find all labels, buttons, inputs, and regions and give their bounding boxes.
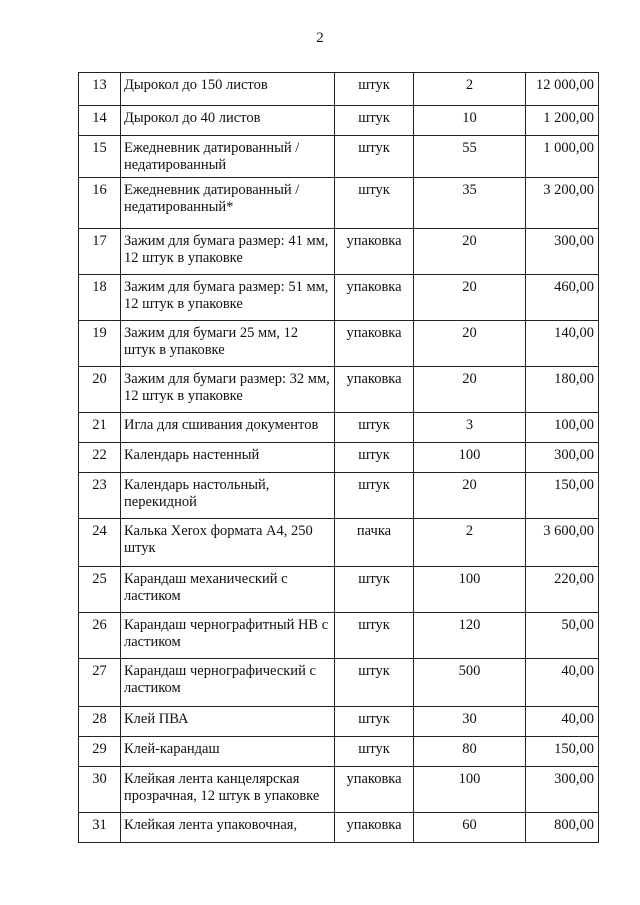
item-name: Календарь настенный (121, 443, 335, 473)
item-quantity: 100 (414, 767, 526, 813)
item-unit: упаковка (335, 367, 414, 413)
item-price: 180,00 (526, 367, 599, 413)
item-unit: штук (335, 136, 414, 178)
table-row (79, 567, 599, 613)
item-unit: штук (335, 106, 414, 136)
row-number: 25 (79, 567, 121, 613)
item-quantity: 35 (414, 178, 526, 229)
table-row (79, 321, 599, 367)
item-quantity: 10 (414, 106, 526, 136)
table-row (79, 813, 599, 843)
item-quantity: 20 (414, 321, 526, 367)
item-unit: штук (335, 737, 414, 767)
item-name: Ежедневник датированный / недатированный (121, 136, 335, 178)
item-unit: штук (335, 473, 414, 519)
item-price: 300,00 (526, 767, 599, 813)
item-unit: штук (335, 413, 414, 443)
item-price: 12 000,00 (526, 73, 599, 106)
item-price: 800,00 (526, 813, 599, 843)
item-unit: упаковка (335, 813, 414, 843)
item-unit: пачка (335, 519, 414, 567)
table-row (79, 659, 599, 707)
row-number: 17 (79, 229, 121, 275)
item-quantity: 20 (414, 367, 526, 413)
item-price: 3 600,00 (526, 519, 599, 567)
item-unit: штук (335, 659, 414, 707)
item-name: Зажим для бумага размер: 41 мм, 12 штук в упаковке (121, 229, 335, 275)
item-quantity: 3 (414, 413, 526, 443)
table-row (79, 473, 599, 519)
table-row (79, 707, 599, 737)
item-quantity: 2 (414, 73, 526, 106)
item-name: Карандаш чернографический с ластиком (121, 659, 335, 707)
item-name: Зажим для бумаги 25 мм, 12 штук в упаковке (121, 321, 335, 367)
item-name: Карандаш механический с ластиком (121, 567, 335, 613)
table-row (79, 229, 599, 275)
table-row (79, 178, 599, 229)
item-name: Карандаш чернографитный НВ с ластиком (121, 613, 335, 659)
item-name: Клей-карандаш (121, 737, 335, 767)
item-price: 150,00 (526, 473, 599, 519)
item-price: 300,00 (526, 229, 599, 275)
item-unit: штук (335, 707, 414, 737)
item-price: 300,00 (526, 443, 599, 473)
item-unit: упаковка (335, 229, 414, 275)
row-number: 21 (79, 413, 121, 443)
items-table (78, 72, 599, 843)
item-quantity: 100 (414, 443, 526, 473)
item-quantity: 80 (414, 737, 526, 767)
item-price: 40,00 (526, 659, 599, 707)
row-number: 30 (79, 767, 121, 813)
row-number: 14 (79, 106, 121, 136)
row-number: 27 (79, 659, 121, 707)
row-number: 31 (79, 813, 121, 843)
item-name: Клейкая лента канцелярская прозрачная, 12 штук в упаковке (121, 767, 335, 813)
item-unit: штук (335, 443, 414, 473)
item-price: 100,00 (526, 413, 599, 443)
item-name: Дырокол до 150 листов (121, 73, 335, 106)
item-name: Зажим для бумага размер: 51 мм, 12 штук в упаковке (121, 275, 335, 321)
table-row (79, 73, 599, 106)
table-row (79, 106, 599, 136)
row-number: 26 (79, 613, 121, 659)
item-price: 150,00 (526, 737, 599, 767)
item-quantity: 100 (414, 567, 526, 613)
row-number: 18 (79, 275, 121, 321)
item-price: 220,00 (526, 567, 599, 613)
table-row (79, 737, 599, 767)
row-number: 29 (79, 737, 121, 767)
item-price: 50,00 (526, 613, 599, 659)
item-quantity: 120 (414, 613, 526, 659)
item-unit: упаковка (335, 321, 414, 367)
item-name: Игла для сшивания документов (121, 413, 335, 443)
table-row (79, 767, 599, 813)
row-number: 23 (79, 473, 121, 519)
item-quantity: 20 (414, 473, 526, 519)
item-quantity: 500 (414, 659, 526, 707)
table-row (79, 136, 599, 178)
item-name: Ежедневник датированный / недатированный* (121, 178, 335, 229)
item-price: 40,00 (526, 707, 599, 737)
page-number: 2 (316, 30, 324, 46)
row-number: 16 (79, 178, 121, 229)
item-price: 460,00 (526, 275, 599, 321)
row-number: 13 (79, 73, 121, 106)
item-unit: штук (335, 613, 414, 659)
row-number: 15 (79, 136, 121, 178)
item-name: Календарь настольный, перекидной (121, 473, 335, 519)
row-number: 22 (79, 443, 121, 473)
item-price: 3 200,00 (526, 178, 599, 229)
item-price: 140,00 (526, 321, 599, 367)
item-quantity: 30 (414, 707, 526, 737)
table-row (79, 519, 599, 567)
item-name: Клей ПВА (121, 707, 335, 737)
item-unit: штук (335, 73, 414, 106)
row-number: 28 (79, 707, 121, 737)
table-row (79, 367, 599, 413)
item-unit: упаковка (335, 275, 414, 321)
item-unit: штук (335, 178, 414, 229)
item-quantity: 20 (414, 275, 526, 321)
item-name: Дырокол до 40 листов (121, 106, 335, 136)
table-row (79, 275, 599, 321)
item-unit: штук (335, 567, 414, 613)
item-quantity: 20 (414, 229, 526, 275)
item-price: 1 200,00 (526, 106, 599, 136)
row-number: 19 (79, 321, 121, 367)
item-price: 1 000,00 (526, 136, 599, 178)
item-quantity: 60 (414, 813, 526, 843)
item-name: Зажим для бумаги размер: 32 мм, 12 штук в упаковке (121, 367, 335, 413)
row-number: 24 (79, 519, 121, 567)
item-name: Калька Xerox формата А4, 250 штук (121, 519, 335, 567)
item-unit: упаковка (335, 767, 414, 813)
table-row (79, 413, 599, 443)
item-name: Клейкая лента упаковочная, (121, 813, 335, 843)
item-quantity: 2 (414, 519, 526, 567)
row-number: 20 (79, 367, 121, 413)
item-quantity: 55 (414, 136, 526, 178)
table-row (79, 443, 599, 473)
table-row (79, 613, 599, 659)
